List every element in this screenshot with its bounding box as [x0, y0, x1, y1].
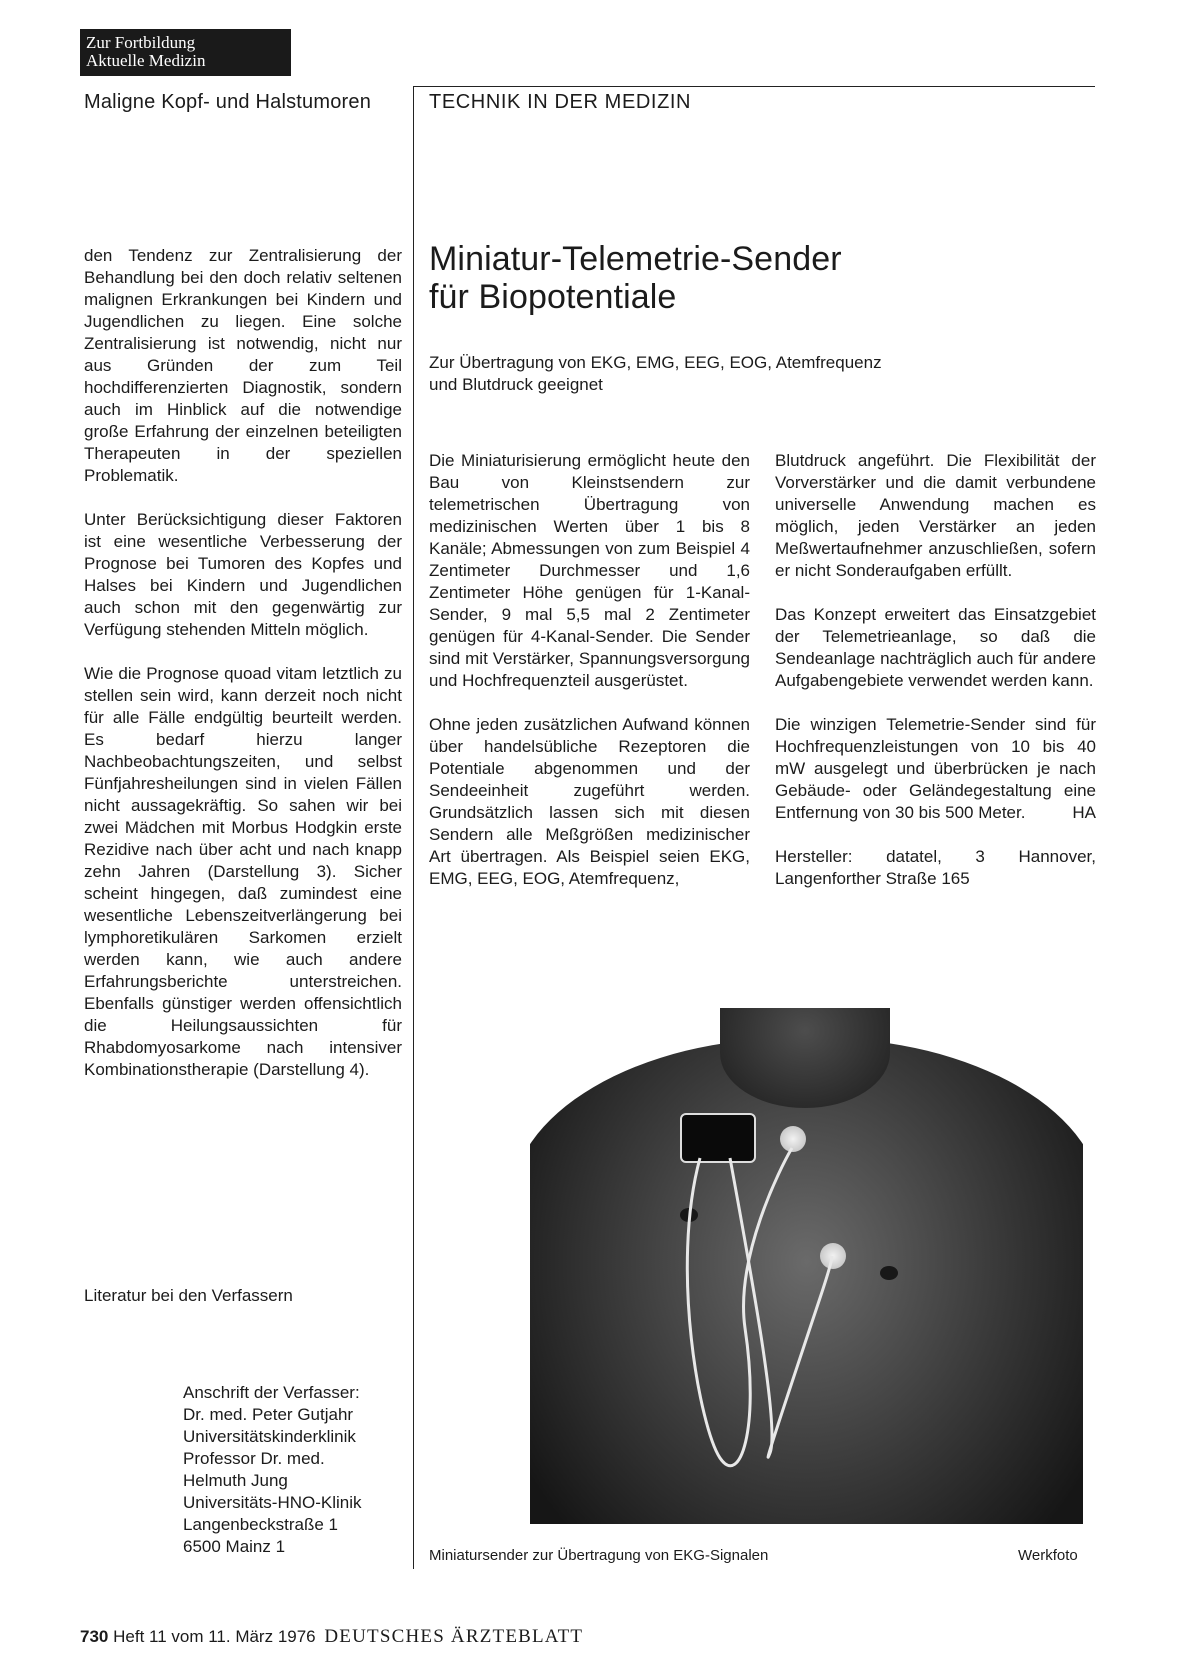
journal-name: DEUTSCHES ÄRZTEBLATT [324, 1626, 584, 1647]
top-rule [413, 86, 1095, 87]
left-paragraph-3: Wie die Prognose quoad vitam letztlich zu stellen sein wird, kann derzeit noch nicht für alle Fälle endgültig beurteilt werden. Es bedarf hierzu langer Nachbeobachtungszeiten, und selbst Fünfjahresheilungen sind in vielen Fällen nicht aussagekräftig. So sahen wir bei zwei Mädchen mit Morbus Hodgkin erste Rezidive nach über acht und nach knapp zehn Jahren (Darstellung 3). Sicher scheint hingegen, daß zumindest eine wesentliche Lebenszeitverlängerung bei lymphoretikulären Sarkomen erzielt werden kann, wie auch andere Erfahrungsberichte unterstreichen. Ebenfalls günstiger werden offensichtlich die Heilungsaussichten für Rhabdomyosarkome nach intensiver Kombinationstherapie (Darstellung 4). [84, 664, 402, 1079]
subtitle-line-2: und Blutdruck geeignet [429, 375, 603, 394]
address-line: Anschrift der Verfasser: [183, 1383, 360, 1402]
subtitle-line-1: Zur Übertragung von EKG, EMG, EEG, EOG, Atemfrequenz [429, 353, 882, 372]
chest-photo [530, 1008, 1083, 1524]
title-line-1: Miniatur-Telemetrie-Sender [429, 240, 842, 278]
article-paragraph: Ohne jeden zusätzlichen Aufwand können über handelsübliche Rezeptoren die Potentiale abgenommen und der Sendeeinheit zugeführt werden. Grundsätzlich lassen sich mit diesen Sendern alle Meßgrößen medizinischer Art übertragen. Als Beispiel seien EKG, EMG, EEG, EOG, Atemfrequenz, [429, 715, 750, 888]
author-address [183, 1382, 362, 1558]
article-title [429, 240, 1069, 316]
address-line: Langenbeckstraße 1 [183, 1515, 338, 1534]
photo-credit: Werkfoto [1018, 1547, 1078, 1564]
literature-note: Literatur bei den Verfassern [84, 1286, 293, 1305]
article-paragraph-text: Die winzigen Telemetrie-Sender sind für Hochfrequenzleistungen von 10 bis 40 mW ausgelegt und überbrücken je nach Gebäude- oder Geländegestaltung eine Entfernung von 30 bis 500 Meter. [775, 715, 1096, 822]
address-line: Universitäts-HNO-Klinik [183, 1493, 362, 1512]
article-paragraph: Blutdruck angeführt. Die Flexibilität der Vorverstärker und die damit verbundene universelle Anwendung machen es möglich, jeden Verstärker an jeden Meßwertaufnehmer anzuschließen, sofern er nicht Sonderaufgaben erfüllt. [775, 451, 1096, 580]
article-subtitle [429, 352, 1069, 396]
address-line: Helmuth Jung [183, 1471, 288, 1490]
section-heading-right: TECHNIK IN DER MEDIZIN [429, 91, 692, 113]
left-paragraph-1: den Tendenz zur Zentralisierung der Behandlung bei den doch relativ seltenen malignen Erkrankungen bei Kindern und Jugendlichen zu liegen. Eine solche Zentralisierung ist notwendig, nicht nur aus Gründen der zum Teil hochdifferenzierten Diagnostik, sondern auch im Hinblick auf die notwendige große Erfahrung der einzelnen beteiligten Therapeuten in der speziellen Problematik. [84, 246, 402, 485]
article-paragraph: Die Miniaturisierung ermöglicht heute den Bau von Kleinstsendern zur telemetrischen Übertragung von medizinischen Werten über 1 bis 8 Kanäle; Abmessungen von zum Beispiel 4 Zentimeter Durchmesser und 1,6 Zentimeter Höhe genügen für 1-Kanal-Sender, 9 mal 5,5 mal 2 Zentimeter genügen für 4-Kanal-Sender. Die Sender sind mit Verstärker, Spannungsversorgung und Hochfrequenzteil ausgerüstet. [429, 451, 750, 690]
badge-line-1: Zur Fortbildung [86, 33, 196, 52]
manufacturer-note: Hersteller: datatel, 3 Hannover, Langenforther Straße 165 [775, 847, 1096, 888]
issue-info: Heft 11 vom 11. März 1976 [113, 1627, 316, 1646]
address-line: 6500 Mainz 1 [183, 1537, 286, 1556]
left-paragraph-2: Unter Berücksichtigung dieser Faktoren ist eine wesentliche Verbesserung der Prognose bei Tumoren des Kopfes und Halses bei Kindern und Jugendlichen auch schon mit den gegenwärtig zur Verfügung stehenden Mitteln möglich. [84, 510, 402, 639]
left-column [84, 245, 402, 1103]
column-divider [413, 86, 414, 1569]
section-heading-left: Maligne Kopf- und Halstumoren [84, 91, 372, 113]
article-column-middle [429, 450, 750, 912]
page-number: 730 [80, 1627, 109, 1646]
address-line: Universitätskinderklinik [183, 1427, 356, 1446]
author-signature: HA [1072, 803, 1096, 822]
department-badge [80, 29, 291, 76]
badge-line-2: Aktuelle Medizin [86, 51, 206, 70]
page-footer [80, 1626, 583, 1648]
article-paragraph-last [775, 714, 1096, 824]
address-line: Dr. med. Peter Gutjahr [183, 1405, 354, 1424]
article-column-right [775, 450, 1096, 912]
title-line-2: für Biopotentiale [429, 278, 677, 316]
electrode-cables [530, 1008, 1083, 1524]
figure-caption: Miniatursender zur Übertragung von EKG-Signalen [429, 1547, 769, 1564]
address-line: Professor Dr. med. [183, 1449, 325, 1468]
article-paragraph: Das Konzept erweitert das Einsatzgebiet der Telemetrieanlage, so daß die Sendeanlage nachträglich auch für andere Aufgabengebiete verwendet werden kann. [775, 605, 1096, 690]
